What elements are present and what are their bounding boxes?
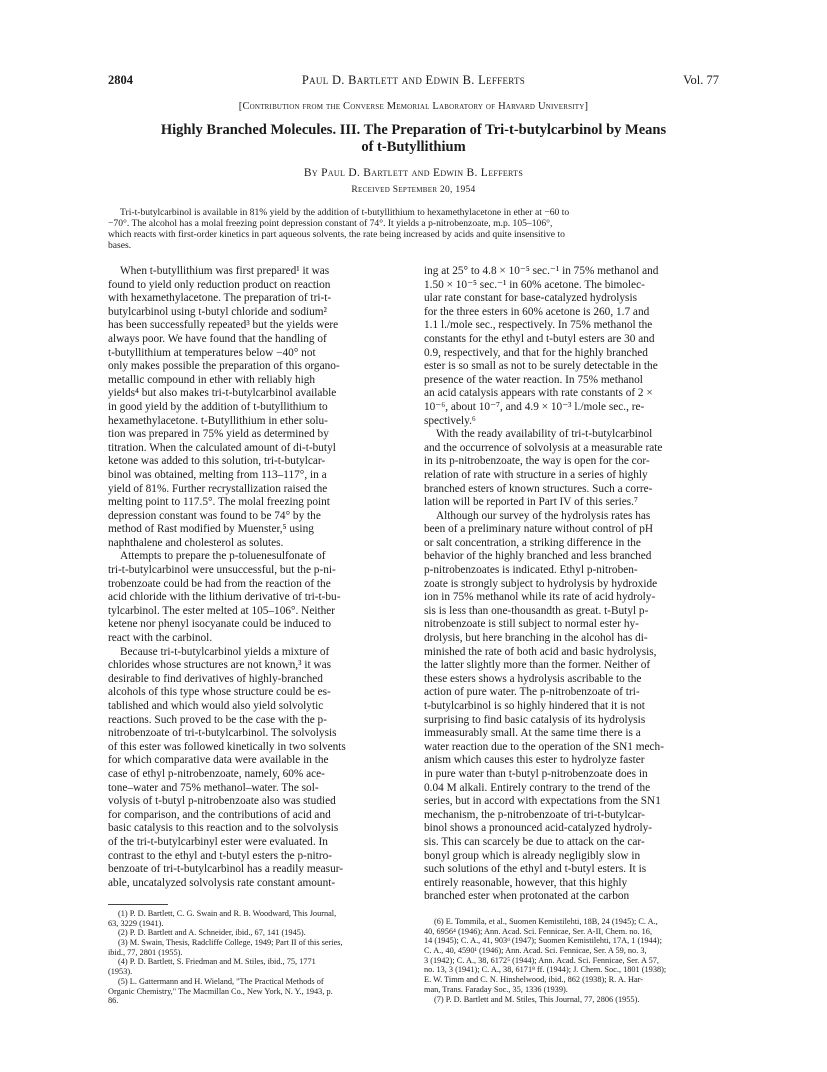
body-text-line: immeasurably small. At the same time there is a bbox=[424, 727, 641, 740]
body-text-line: butylcarbinol using t-butyl chloride and sodium² bbox=[108, 305, 327, 318]
body-text-line: tion was prepared in 75% yield as determined by bbox=[108, 428, 329, 441]
body-text-line: case of ethyl p-nitrobenzoate, namely, 60% ace- bbox=[108, 767, 325, 780]
footnote-line: no. 13, 3 (1941); C. A., 38, 6171⁸ ff. (1944); J. Chem. Soc., 1801 (1938); bbox=[424, 965, 667, 975]
contribution-note: [Contribution from the Converse Memorial Laboratory of Harvard University] bbox=[238, 101, 589, 112]
right-column bbox=[424, 265, 720, 904]
title-line: of t-Butyllithium bbox=[361, 139, 466, 155]
footnote-line: (2) P. D. Bartlett and A. Schneider, ibid., 67, 141 (1945). bbox=[118, 928, 306, 938]
volume-label: Vol. 77 bbox=[683, 73, 719, 87]
body-text-line: of the tri-t-butylcarbinyl ester were evaluated. In bbox=[108, 835, 328, 848]
body-text-line: in pure water than t-butyl p-nitrobenzoate does in bbox=[424, 767, 648, 780]
body-text-line: chlorides whose structures are not known,³ it was bbox=[108, 659, 331, 672]
body-text-line: binol was obtained, melting from 113–117°, in a bbox=[108, 468, 327, 481]
running-head bbox=[108, 73, 719, 89]
footnotes-left bbox=[108, 909, 404, 1006]
body-text-line: Although our survey of the hydrolysis rates has bbox=[436, 509, 651, 522]
footnote-line: (1) P. D. Bartlett, C. G. Swain and R. B. Woodward, This Journal, bbox=[118, 909, 337, 918]
body-text-line: minished the rate of both acid and basic hydrolysis, bbox=[424, 645, 657, 658]
title-line: Highly Branched Molecules. III. The Preparation of Tri-t-butylcarbinol by Means bbox=[160, 122, 667, 138]
body-text-line: behavior of the highly branched and less branched bbox=[424, 550, 652, 563]
body-text-line: with hexamethylacetone. The preparation of tri-t- bbox=[108, 292, 332, 305]
body-text-line: melting point to 117.5°. The molal freezing point bbox=[108, 496, 330, 509]
body-text-line: metallic compound in ether with reliably high bbox=[108, 373, 316, 386]
body-text-line: t-butyllithium at temperatures below −40° not bbox=[108, 346, 316, 359]
body-text-line: t-butylcarbinol is so highly hindered that it is not bbox=[424, 700, 645, 712]
body-text-line: zoate is strongly subject to hydrolysis by hydroxide bbox=[424, 577, 658, 590]
body-text-line: 10⁻⁶, about 10⁻⁷, and 4.9 × 10⁻³ l./mole sec., re- bbox=[424, 400, 645, 413]
body-text-line: ular rate constant for base-catalyzed hydrolysis bbox=[424, 292, 637, 305]
body-text-line: binol shows a pronounced acid-catalyzed hydroly- bbox=[424, 822, 653, 835]
body-text-line: branched esters of known structures. Such a corre- bbox=[424, 482, 653, 495]
body-text-line: the latter slightly more than the former. Neither of bbox=[424, 659, 651, 672]
body-text-line: such solutions of the ethyl and t-butyl esters. It is bbox=[424, 863, 647, 876]
body-text-line: for which comparative data were available in the bbox=[108, 754, 329, 767]
body-text-line: of this ester was followed kinetically in two solvents bbox=[108, 740, 346, 753]
left-column bbox=[108, 265, 404, 890]
body-text-line: able, uncatalyzed solvolysis rate constant amount- bbox=[108, 876, 336, 889]
body-text-line: in good yield by the addition of t-butyllithium to bbox=[108, 400, 328, 413]
body-text-line: trobenzoate could be had from the reaction of the bbox=[108, 577, 331, 590]
body-text-line: lation will be reported in Part IV of this series.⁷ bbox=[424, 496, 638, 509]
body-text-line: for the three esters in 60% acetone is 260, 1.7 and bbox=[424, 305, 650, 318]
article-title bbox=[108, 122, 719, 156]
body-text-line: always poor. We have found that the handling of bbox=[108, 332, 327, 345]
body-text-line: ketone was added to this solution, tri-t-butylcar- bbox=[108, 455, 326, 468]
body-text-line: in its p-nitrobenzoate, the way is open for the cor- bbox=[424, 455, 650, 468]
footnote-line: 14 (1945); C. A., 41, 903ᵈ (1947); Suomen Kemistilehti, 17A, 1 (1944); bbox=[424, 936, 662, 946]
body-text-line: titration. When the calculated amount of di-t-butyl bbox=[108, 441, 336, 454]
footnote-line: (3) M. Swain, Thesis, Radcliffe College, 1949; Part II of this series, bbox=[118, 938, 343, 948]
footnote-line: C. A., 40, 4590¹ (1946); Ann. Acad. Sci. Fennicae, Ser. A 59, no. 3, bbox=[424, 946, 647, 956]
body-text-line: ester is so small as not to be surely detectable in the bbox=[424, 360, 658, 373]
body-text-line: tylcarbinol. The ester melted at 105–106°. Neither bbox=[108, 604, 336, 617]
body-text-line: relation of rate with structure in a series of highly bbox=[424, 468, 648, 481]
body-text-line: surprising to find basic catalysis of its hydrolysis bbox=[424, 713, 646, 726]
body-text-line: acid chloride with the lithium derivative of tri-t-bu- bbox=[108, 591, 341, 604]
body-text-line: method of Rast modified by Muenster,⁵ using bbox=[108, 523, 314, 536]
body-text-line: Because tri-t-butylcarbinol yields a mixture of bbox=[120, 645, 330, 658]
body-text-line: tri-t-butylcarbinol were unsuccessful, but the p-ni- bbox=[108, 564, 336, 577]
footnotes-right bbox=[424, 917, 720, 1004]
footnote-line: (1953). bbox=[108, 967, 133, 977]
footnote-rule bbox=[108, 904, 168, 905]
body-text-line: contrast to the ethyl and t-butyl esters the p-nitro- bbox=[108, 849, 332, 862]
body-text-line: 1.50 × 10⁻⁵ sec.⁻¹ in 60% acetone. The bimolec- bbox=[424, 278, 645, 291]
body-text-line: depression constant was found to be 74° by the bbox=[108, 509, 321, 522]
body-text-line: ing at 25° to 4.8 × 10⁻⁵ sec.⁻¹ in 75% methanol and bbox=[424, 265, 659, 277]
body-text-line: water reaction due to the operation of the SN1 mech- bbox=[424, 740, 664, 753]
abstract-line: −70°. The alcohol has a molal freezing point depression constant of 74°. It yields a p-nitrobenzoate, m.p. 105–106°, bbox=[108, 218, 553, 229]
body-text-line: anism which causes this ester to hydrolyze faster bbox=[424, 754, 645, 767]
body-text-line: nitrobenzoate of tri-t-butylcarbinol. The solvolysis bbox=[108, 727, 337, 740]
body-text-line: series, but in accord with expectations from the SN1 bbox=[424, 795, 661, 808]
body-text-line: sis is less than one-thousandth as great. t-Butyl p- bbox=[424, 604, 649, 617]
body-text-line: presence of the water reaction. In 75% methanol bbox=[424, 373, 643, 386]
abstract-line: Tri-t-butylcarbinol is available in 81% yield by the addition of t-butyllithium to hexamethylacetone in ether at −60 to bbox=[120, 207, 570, 218]
body-text-line: When t-butyllithium was first prepared¹ it was bbox=[120, 265, 330, 277]
body-text-line: for comparison, and the contributions of acid and bbox=[108, 808, 331, 821]
footnote-line: ibid., 77, 2801 (1955). bbox=[108, 947, 183, 957]
footnote-line: Organic Chemistry," The Macmillan Co., New York, N. Y., 1943, p. bbox=[108, 986, 333, 996]
body-text-line: only makes possible the preparation of this organo- bbox=[108, 360, 340, 373]
body-text-line: basic catalysis to this reaction and to the solvolysis bbox=[108, 822, 339, 835]
body-text-line: has been successfully repeated³ but the yields were bbox=[108, 319, 339, 332]
body-text-line: ketene nor phenyl isocyanate could be induced to bbox=[108, 618, 332, 631]
body-text-line: or salt concentration, a striking difference in the bbox=[424, 536, 641, 549]
footnote-line: (4) P. D. Bartlett, S. Friedman and M. Stiles, ibid., 75, 1771 bbox=[118, 957, 316, 967]
body-text-line: entirely reasonable, however, that this highly bbox=[424, 876, 628, 889]
body-text-line: sis. This can scarcely be due to attack on the car- bbox=[424, 835, 645, 848]
abstract bbox=[108, 207, 720, 251]
body-text-line: bonyl group which is already negligibly slow in bbox=[424, 849, 641, 862]
body-text-line: action of pure water. The p-nitrobenzoate of tri- bbox=[424, 686, 640, 699]
body-text-line: constants for the ethyl and t-butyl esters are 30 and bbox=[424, 332, 655, 345]
body-text-line: spectively.⁶ bbox=[424, 414, 476, 427]
body-text-line: volysis of t-butyl p-nitrobenzoate also was studied bbox=[108, 795, 336, 808]
body-text-line: drolysis, but here branching in the alcohol has di- bbox=[424, 632, 648, 645]
body-text-line: reactions. Such proved to be the case with the p- bbox=[108, 713, 327, 726]
abstract-line: bases. bbox=[108, 240, 132, 251]
body-text-line: yields⁴ but also makes tri-t-butylcarbinol available bbox=[108, 387, 337, 400]
body-text-line: With the ready availability of tri-t-butylcarbinol bbox=[436, 428, 653, 441]
body-text-line: p-nitrobenzoates is indicated. Ethyl p-nitroben- bbox=[424, 564, 638, 577]
footnote-line: E. W. Timm and C. N. Hinshelwood, ibid., 862 (1938); R. A. Har- bbox=[424, 975, 644, 985]
body-text-line: yield of 81%. Further recrystallization raised the bbox=[108, 482, 328, 495]
body-text-line: react with the carbinol. bbox=[108, 632, 213, 645]
body-text-line: alcohols of this type whose structure could be es- bbox=[108, 686, 331, 699]
body-text-line: 1.1 l./mole sec., respectively. In 75% methanol the bbox=[424, 319, 653, 332]
body-text-line: an acid catalysis appears with rate constants of 2 × bbox=[424, 387, 653, 400]
body-text-line: desirable to find derivatives of highly-branched bbox=[108, 672, 323, 685]
body-text-line: nitrobenzoate is still subject to normal ester hy- bbox=[424, 618, 639, 631]
body-text-line: found to yield only reduction product on reaction bbox=[108, 278, 331, 291]
footnote-line: 40, 6956⁴ (1946); Ann. Acad. Sci. Fennicae, Ser. A-II, Chem. no. 16, bbox=[424, 926, 653, 936]
body-text-line: ion in 75% methanol while its rate of acid hydroly- bbox=[424, 591, 656, 604]
footnote-line: (6) E. Tommila, et al., Suomen Kemistilehti, 18B, 24 (1945); C. A., bbox=[434, 917, 658, 926]
body-text-line: Attempts to prepare the p-toluenesulfonate of bbox=[120, 550, 326, 563]
page-number: 2804 bbox=[108, 73, 133, 87]
running-head-authors: Paul D. Bartlett and Edwin B. Lefferts bbox=[301, 73, 526, 87]
footnote-line: man, Trans. Faraday Soc., 35, 1336 (1939). bbox=[424, 984, 568, 994]
body-text-line: naphthalene and cholesterol as solutes. bbox=[108, 536, 284, 549]
body-text-line: these esters shows a hydrolysis ascribable to the bbox=[424, 672, 642, 685]
body-text-line: benzoate of tri-t-butylcarbinol has a readily measur- bbox=[108, 863, 344, 876]
body-text-line: tablished and which would also yield solvolytic bbox=[108, 700, 324, 712]
footnote-line: (7) P. D. Bartlett and M. Stiles, This Journal, 77, 2806 (1955). bbox=[434, 994, 640, 1004]
footnote-line: 63, 3229 (1941). bbox=[108, 918, 164, 928]
footnote-line: (5) L. Gattermann and H. Wieland, "The Practical Methods of bbox=[118, 976, 324, 986]
byline: By Paul D. Bartlett and Edwin B. Lefferts bbox=[303, 167, 524, 179]
footnote-line: 3 (1942); C. A., 38, 6172⁵ (1944); Ann. Acad. Sci. Fennicae, Ser. A 57, bbox=[424, 955, 659, 965]
footnote-line: 86. bbox=[108, 996, 119, 1006]
body-text-line: 0.04 M alkali. Entirely contrary to the trend of the bbox=[424, 781, 651, 794]
body-text-line: branched ester when protonated at the carbon bbox=[424, 890, 630, 903]
abstract-line: which reacts with first-order kinetics in part aqueous solvents, the rate being increased by acids and quite insensitive to bbox=[108, 229, 565, 240]
body-text-line: been of a preliminary nature without control of pH bbox=[424, 523, 654, 536]
received-date: Received September 20, 1954 bbox=[351, 185, 476, 195]
body-text-line: mechanism, the p-nitrobenzoate of tri-t-butylcar- bbox=[424, 808, 645, 821]
body-text-line: tone–water and 75% methanol–water. The sol- bbox=[108, 781, 319, 794]
body-text-line: 0.9, respectively, and that for the highly branched bbox=[424, 346, 648, 359]
body-text-line: hexamethylacetone. t-Butyllithium in ether solu- bbox=[108, 414, 328, 427]
body-text-line: and the occurrence of solvolysis at a measurable rate bbox=[424, 441, 663, 454]
